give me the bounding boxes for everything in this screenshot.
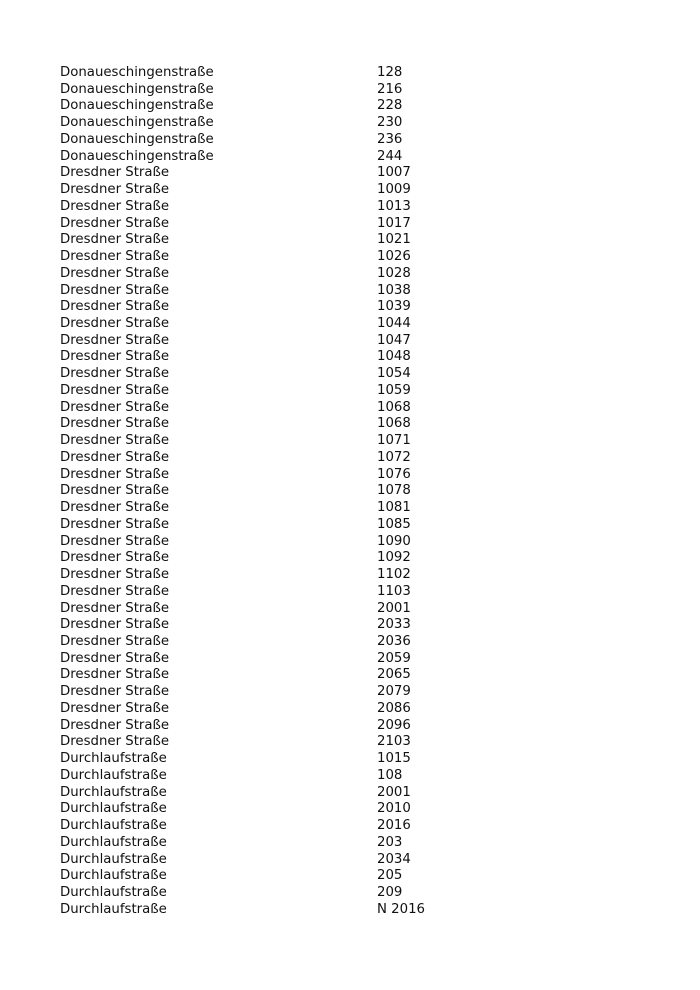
table-row (60, 98, 660, 115)
table-row (60, 115, 660, 132)
house-number: 2010 (377, 801, 411, 817)
street-name: Dresdner Straße (60, 382, 170, 398)
street-name: Durchlaufstraße (60, 801, 167, 817)
street-name: Dresdner Straße (60, 332, 170, 348)
street-name: Durchlaufstraße (60, 834, 167, 850)
street-name: Dresdner Straße (60, 282, 170, 298)
house-number: 1059 (377, 382, 411, 398)
table-row (60, 400, 660, 417)
street-name: Donaueschingenstraße (60, 65, 214, 80)
street-name: Durchlaufstraße (60, 901, 167, 917)
house-number: 1054 (377, 366, 411, 382)
street-name: Dresdner Straße (60, 299, 170, 315)
table-row (60, 366, 660, 383)
house-number: 1102 (377, 567, 411, 583)
table-row (60, 283, 660, 300)
street-name: Durchlaufstraße (60, 784, 167, 800)
street-name: Donaueschingenstraße (60, 81, 214, 97)
house-number: 128 (377, 65, 403, 80)
house-number: 1021 (377, 232, 411, 248)
house-number: 108 (377, 767, 403, 783)
table-row (60, 751, 660, 768)
table-row (60, 65, 660, 82)
street-name: Durchlaufstraße (60, 767, 167, 783)
street-name: Dresdner Straße (60, 366, 170, 382)
table-row (60, 132, 660, 149)
table-row (60, 416, 660, 433)
house-number: 1015 (377, 751, 411, 767)
street-name: Dresdner Straße (60, 650, 170, 666)
table-row (60, 450, 660, 467)
house-number: 2001 (377, 784, 411, 800)
table-row (60, 316, 660, 333)
house-number: 1068 (377, 416, 411, 432)
house-number: 1090 (377, 533, 411, 549)
house-number: 1081 (377, 500, 411, 516)
street-name: Dresdner Straße (60, 684, 170, 700)
house-number: 2065 (377, 667, 411, 683)
street-name: Dresdner Straße (60, 449, 170, 465)
table-row (60, 232, 660, 249)
house-number: 216 (377, 81, 403, 97)
house-number: 1047 (377, 332, 411, 348)
street-name: Dresdner Straße (60, 182, 170, 198)
house-number: 1092 (377, 550, 411, 566)
street-name: Durchlaufstraße (60, 751, 167, 767)
table-row (60, 651, 660, 668)
house-number: 2086 (377, 700, 411, 716)
house-number: 1068 (377, 399, 411, 415)
table-row (60, 601, 660, 618)
table-row (60, 868, 660, 885)
table-row (60, 667, 660, 684)
street-name: Donaueschingenstraße (60, 115, 214, 131)
table-row (60, 902, 660, 919)
street-name: Dresdner Straße (60, 249, 170, 265)
house-number: 1103 (377, 583, 411, 599)
street-name: Dresdner Straße (60, 600, 170, 616)
house-number: 1028 (377, 265, 411, 281)
street-name: Dresdner Straße (60, 583, 170, 599)
table-row (60, 785, 660, 802)
house-number: 1017 (377, 215, 411, 231)
street-name: Donaueschingenstraße (60, 131, 214, 147)
street-name: Dresdner Straße (60, 265, 170, 281)
street-name: Dresdner Straße (60, 717, 170, 733)
table-row (60, 852, 660, 869)
street-name: Dresdner Straße (60, 633, 170, 649)
house-number: 1038 (377, 282, 411, 298)
street-name: Dresdner Straße (60, 667, 170, 683)
house-number: 2001 (377, 600, 411, 616)
house-number: 1044 (377, 316, 411, 332)
street-name: Dresdner Straße (60, 700, 170, 716)
street-name: Dresdner Straße (60, 349, 170, 365)
table-row (60, 500, 660, 517)
street-name: Dresdner Straße (60, 198, 170, 214)
house-number: 1076 (377, 466, 411, 482)
house-number: 1078 (377, 483, 411, 499)
table-row (60, 483, 660, 500)
house-number: 1013 (377, 198, 411, 214)
table-row (60, 165, 660, 182)
house-number: 2103 (377, 734, 411, 750)
table-row (60, 617, 660, 634)
house-number: 1071 (377, 433, 411, 449)
street-name: Durchlaufstraße (60, 884, 167, 900)
house-number: 2016 (377, 818, 411, 834)
house-number: 236 (377, 131, 403, 147)
street-name: Dresdner Straße (60, 483, 170, 499)
street-name: Dresdner Straße (60, 567, 170, 583)
house-number: 1026 (377, 249, 411, 265)
street-name: Dresdner Straße (60, 466, 170, 482)
street-name: Dresdner Straße (60, 232, 170, 248)
street-name: Dresdner Straße (60, 617, 170, 633)
table-row (60, 634, 660, 651)
table-row (60, 82, 660, 99)
table-row (60, 149, 660, 166)
house-number: 1048 (377, 349, 411, 365)
table-row (60, 885, 660, 902)
street-name: Durchlaufstraße (60, 851, 167, 867)
table-row (60, 567, 660, 584)
table-row (60, 584, 660, 601)
table-row (60, 299, 660, 316)
house-number: 1009 (377, 182, 411, 198)
street-name: Dresdner Straße (60, 316, 170, 332)
table-row (60, 383, 660, 400)
table-row (60, 818, 660, 835)
street-name: Durchlaufstraße (60, 818, 167, 834)
house-number: 1085 (377, 516, 411, 532)
table-row (60, 718, 660, 735)
table-row (60, 467, 660, 484)
table-row (60, 768, 660, 785)
street-name: Durchlaufstraße (60, 868, 167, 884)
house-number: 203 (377, 834, 403, 850)
table-row (60, 333, 660, 350)
table-row (60, 517, 660, 534)
house-number: 228 (377, 98, 403, 114)
table-row (60, 701, 660, 718)
table-row (60, 835, 660, 852)
house-number: 1007 (377, 165, 411, 181)
house-number: 2036 (377, 633, 411, 649)
table-row (60, 684, 660, 701)
table-row (60, 734, 660, 751)
table-row (60, 216, 660, 233)
house-number: 2059 (377, 650, 411, 666)
table-row (60, 801, 660, 818)
house-number: 2034 (377, 851, 411, 867)
street-name: Dresdner Straße (60, 533, 170, 549)
house-number: 209 (377, 884, 403, 900)
street-name: Dresdner Straße (60, 416, 170, 432)
house-number: 205 (377, 868, 403, 884)
street-name: Dresdner Straße (60, 500, 170, 516)
house-number: N 2016 (377, 901, 426, 917)
street-name: Dresdner Straße (60, 215, 170, 231)
street-name: Dresdner Straße (60, 433, 170, 449)
house-number: 244 (377, 148, 403, 164)
house-number: 2079 (377, 684, 411, 700)
house-number: 2096 (377, 717, 411, 733)
address-table (60, 65, 660, 918)
house-number: 1072 (377, 449, 411, 465)
street-name: Dresdner Straße (60, 734, 170, 750)
table-row (60, 534, 660, 551)
street-name: Dresdner Straße (60, 516, 170, 532)
street-name: Dresdner Straße (60, 165, 170, 181)
table-row (60, 433, 660, 450)
table-row (60, 199, 660, 216)
street-name: Donaueschingenstraße (60, 98, 214, 114)
street-name: Dresdner Straße (60, 399, 170, 415)
table-row (60, 266, 660, 283)
table-row (60, 182, 660, 199)
house-number: 1039 (377, 299, 411, 315)
street-name: Donaueschingenstraße (60, 148, 214, 164)
table-row (60, 349, 660, 366)
table-row (60, 550, 660, 567)
table-row (60, 249, 660, 266)
street-name: Dresdner Straße (60, 550, 170, 566)
house-number: 230 (377, 115, 403, 131)
house-number: 2033 (377, 617, 411, 633)
